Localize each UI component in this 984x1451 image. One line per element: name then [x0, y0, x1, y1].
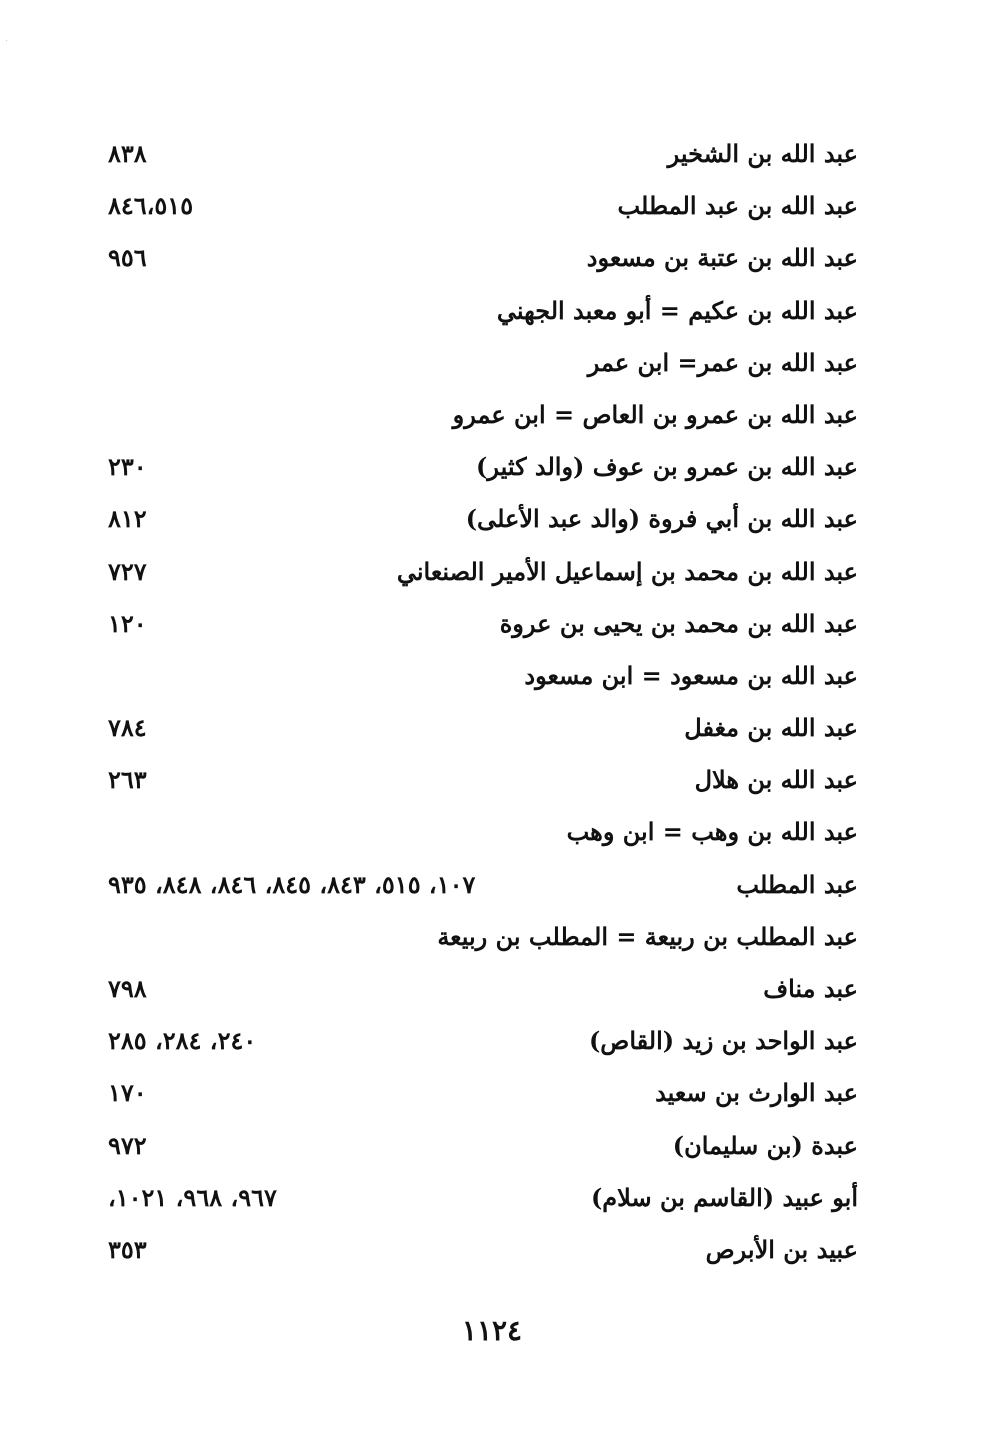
- entry-name: عبد الله بن هلال: [694, 765, 858, 795]
- index-entry: [0, 128, 984, 180]
- scan-speck: [6, 40, 7, 41]
- entry-name: عبد الله بن محمد بن يحيى بن عروة: [499, 608, 858, 638]
- index-entry: [0, 441, 984, 493]
- index-entry: [0, 389, 984, 441]
- entry-name: عبد الله بن عمرو بن العاص = ابن عمرو: [452, 399, 858, 429]
- entry-pages: ٣٥٣: [108, 1234, 147, 1264]
- index-entry: [0, 702, 984, 754]
- entry-pages: ١٧٠: [108, 1078, 147, 1108]
- entry-name: عبد الله بن عتبة بن مسعود: [586, 243, 858, 273]
- index-entries: [0, 128, 984, 1276]
- entry-pages: ٧٩٨: [108, 974, 147, 1003]
- entry-name: عبد الله بن عمرو بن عوف (والد كثير): [476, 452, 858, 482]
- entry-name: أبو عبيد (القاسم بن سلام): [590, 1182, 858, 1212]
- entry-pages: ١٠٧، ٥١٥، ٨٤٣، ٨٤٥، ٨٤٦، ٨٤٨، ٩٣٥: [108, 869, 476, 899]
- index-entry: [0, 859, 984, 911]
- entry-pages: ٨٤٦،٥١٥: [108, 191, 194, 221]
- index-entry: [0, 754, 984, 806]
- index-entry: [0, 1224, 984, 1276]
- entry-name: عبد الوارث بن سعيد: [655, 1078, 858, 1108]
- index-entry: [0, 806, 984, 858]
- entry-name: عبد الله بن عكيم = أبو معبد الجهني: [496, 295, 858, 325]
- entry-pages: ٢٤٠، ٢٨٤، ٢٨٥: [108, 1026, 257, 1056]
- page-number: ١١٢٤: [461, 1314, 523, 1347]
- entry-pages: ٨٣٨: [108, 139, 147, 168]
- entry-name: عبد الله بن مسعود = ابن مسعود: [524, 660, 858, 690]
- index-entry: [0, 285, 984, 337]
- entry-name: عبد الله بن مغفل: [684, 713, 858, 743]
- entry-name: عبد الله بن عبد المطلب: [617, 191, 858, 221]
- index-entry: [0, 493, 984, 545]
- index-entry: [0, 650, 984, 702]
- entry-name: عبد الله بن الشخير: [667, 139, 858, 168]
- entry-name: عبد الله بن وهب = ابن وهب: [566, 817, 858, 847]
- index-entry: [0, 232, 984, 284]
- index-entry: [0, 963, 984, 1015]
- index-entry: [0, 1172, 984, 1224]
- entry-pages: ٩٥٦: [108, 243, 147, 273]
- entry-name: عبد الله بن أبي فروة (والد عبد الأعلى): [465, 504, 858, 534]
- entry-pages: ٩٦٧، ٩٦٨، ١٠٢١،: [108, 1182, 277, 1212]
- index-entry: [0, 598, 984, 650]
- entry-pages: ١٢٠: [108, 608, 147, 638]
- entry-pages: ٢٦٣: [108, 765, 147, 795]
- index-entry: [0, 1120, 984, 1172]
- entry-pages: ٨١٢: [108, 504, 147, 534]
- entry-name: عبيد بن الأبرص: [705, 1234, 858, 1264]
- index-entry: [0, 1015, 984, 1067]
- entry-name: عبد الله بن عمر= ابن عمر: [587, 347, 858, 377]
- entry-pages: ٩٧٢: [108, 1130, 147, 1160]
- index-entry: [0, 1067, 984, 1119]
- entry-pages: ٧٢٧: [108, 556, 147, 586]
- index-entry: [0, 337, 984, 389]
- index-entry: [0, 911, 984, 963]
- entry-pages: ٧٨٤: [108, 713, 147, 743]
- entry-name: عبدة (بن سليمان): [672, 1130, 858, 1160]
- entry-name: عبد المطلب بن ربيعة = المطلب بن ربيعة: [437, 921, 858, 951]
- index-entry: [0, 546, 984, 598]
- index-entry: [0, 180, 984, 232]
- entry-name: عبد الله بن محمد بن إسماعيل الأمير الصنعاني: [396, 556, 858, 586]
- entry-name: عبد المطلب: [736, 869, 858, 899]
- entry-name: عبد مناف: [763, 974, 858, 1003]
- entry-name: عبد الواحد بن زيد (القاص): [588, 1026, 858, 1056]
- entry-pages: ٢٣٠: [108, 452, 147, 482]
